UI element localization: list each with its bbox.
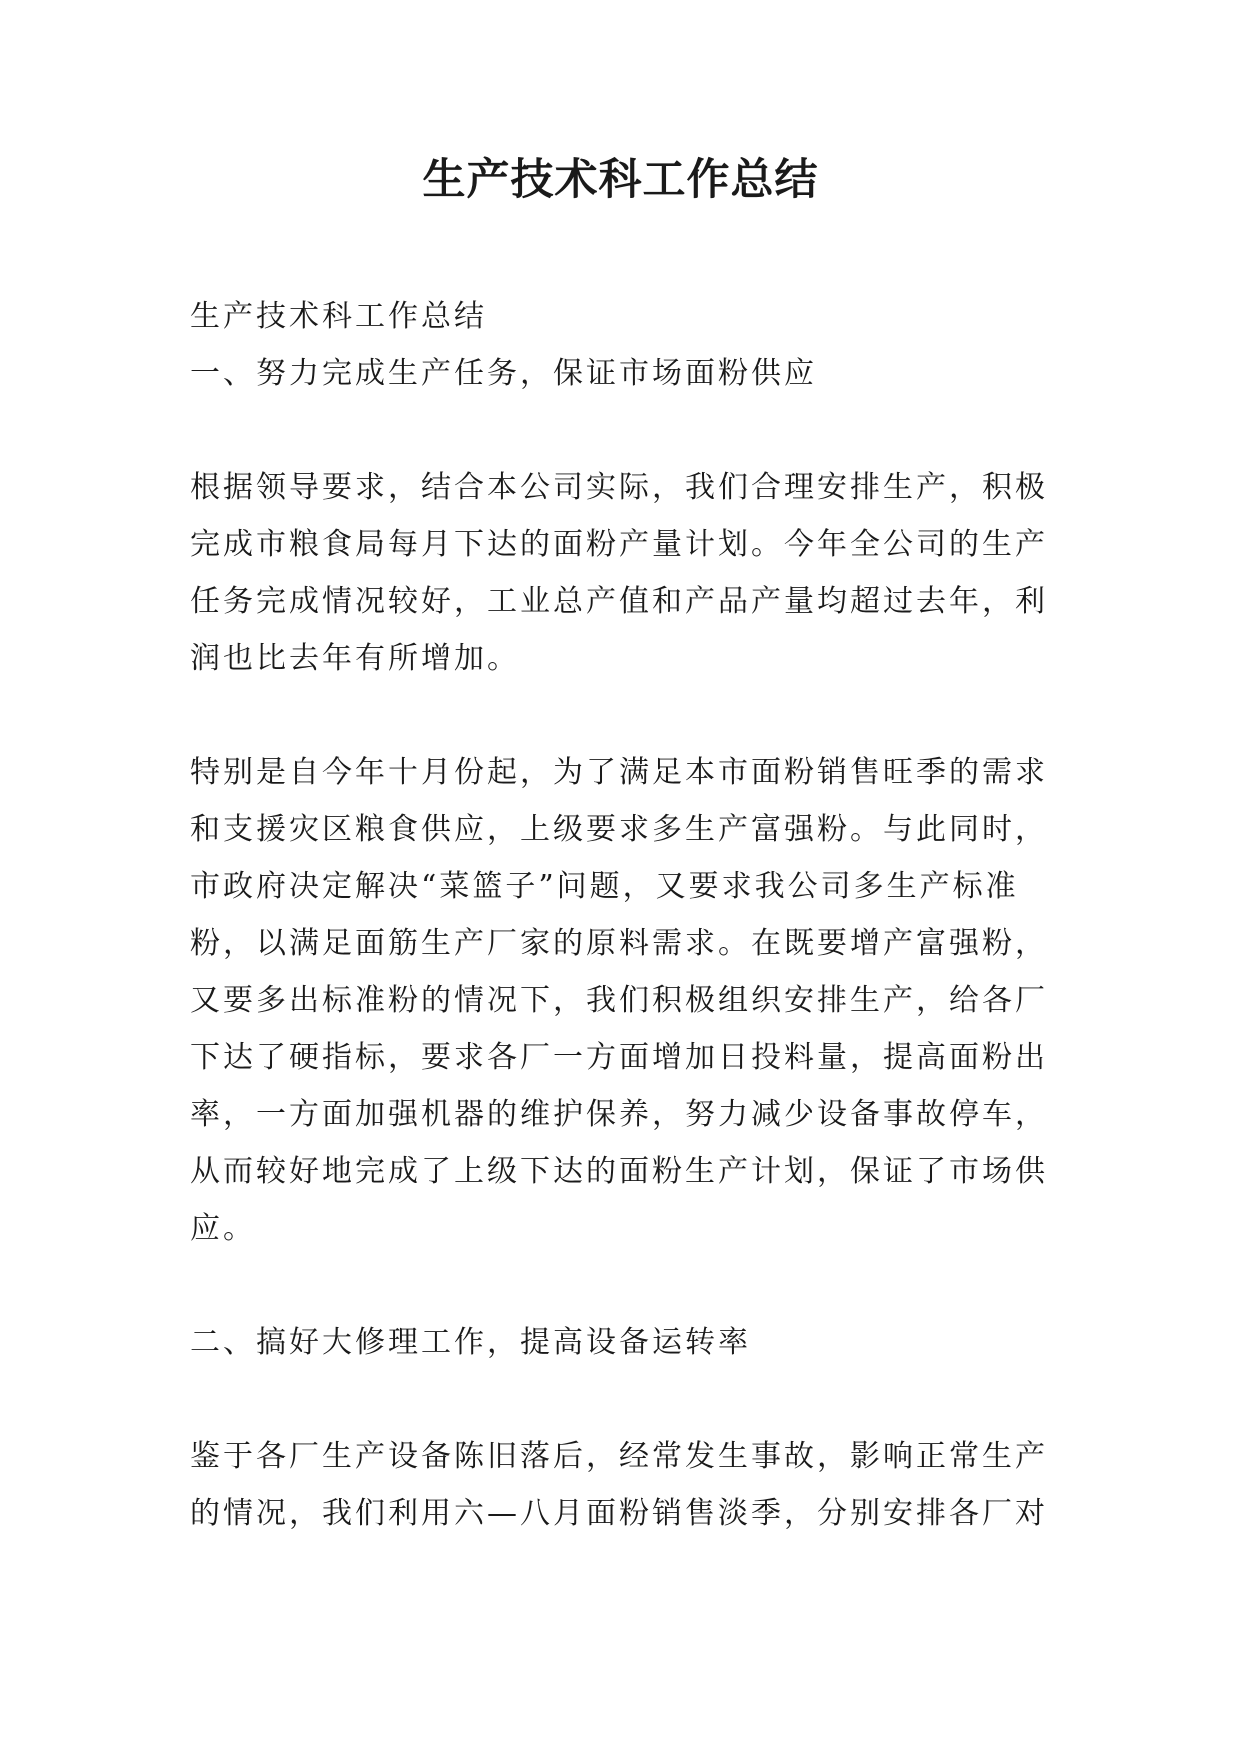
paragraph-line: 鉴于各厂生产设备陈旧落后，经常发生事故，影响正常生产 [190,1439,1048,1474]
paragraph-line: 任务完成情况较好，工业总产值和产品产量均超过去年，利 [190,584,1048,619]
paragraph-line: 的情况，我们利用六—八月面粉销售淡季，分别安排各厂对 [190,1496,1048,1531]
paragraph-3 [190,1428,1050,1542]
paragraph-line: 率，一方面加强机器的维护保养，努力减少设备事故停车， [190,1097,1048,1132]
paragraph-gap [190,1371,1050,1428]
paragraph-line: 和支援灾区粮食供应，上级要求多生产富强粉。与此同时， [190,812,1048,847]
paragraph-2 [190,744,1050,1257]
paragraph-line: 根据领导要求，结合本公司实际，我们合理安排生产，积极 [190,470,1048,505]
paragraph-1 [190,459,1050,687]
paragraph-gap [190,402,1050,459]
section-heading-2: 二、搞好大修理工作，提高设备运转率 [190,1325,751,1360]
document-subtitle: 生产技术科工作总结 [190,299,487,334]
paragraph-line: 特别是自今年十月份起，为了满足本市面粉销售旺季的需求 [190,755,1048,790]
section-heading-1: 一、努力完成生产任务，保证市场面粉供应 [190,356,817,391]
paragraph-line: 从而较好地完成了上级下达的面粉生产计划，保证了市场供 [190,1154,1048,1189]
paragraph-line: 完成市粮食局每月下达的面粉产量计划。今年全公司的生产 [190,527,1048,562]
paragraph-line: 市政府决定解决“菜篮子”问题，又要求我公司多生产标准 [190,869,1019,904]
paragraph-line: 润也比去年有所增加。 [190,641,520,676]
paragraph-line: 粉，以满足面筋生产厂家的原料需求。在既要增产富强粉， [190,926,1048,961]
paragraph-gap [190,687,1050,744]
paragraph-line: 又要多出标准粉的情况下，我们积极组织安排生产，给各厂 [190,983,1048,1018]
paragraph-gap [190,1257,1050,1314]
paragraph-line: 应。 [190,1211,256,1246]
document-body [190,288,1050,1542]
document-title: 生产技术科工作总结 [422,155,819,205]
paragraph-line: 下达了硬指标，要求各厂一方面增加日投料量，提高面粉出 [190,1040,1048,1075]
